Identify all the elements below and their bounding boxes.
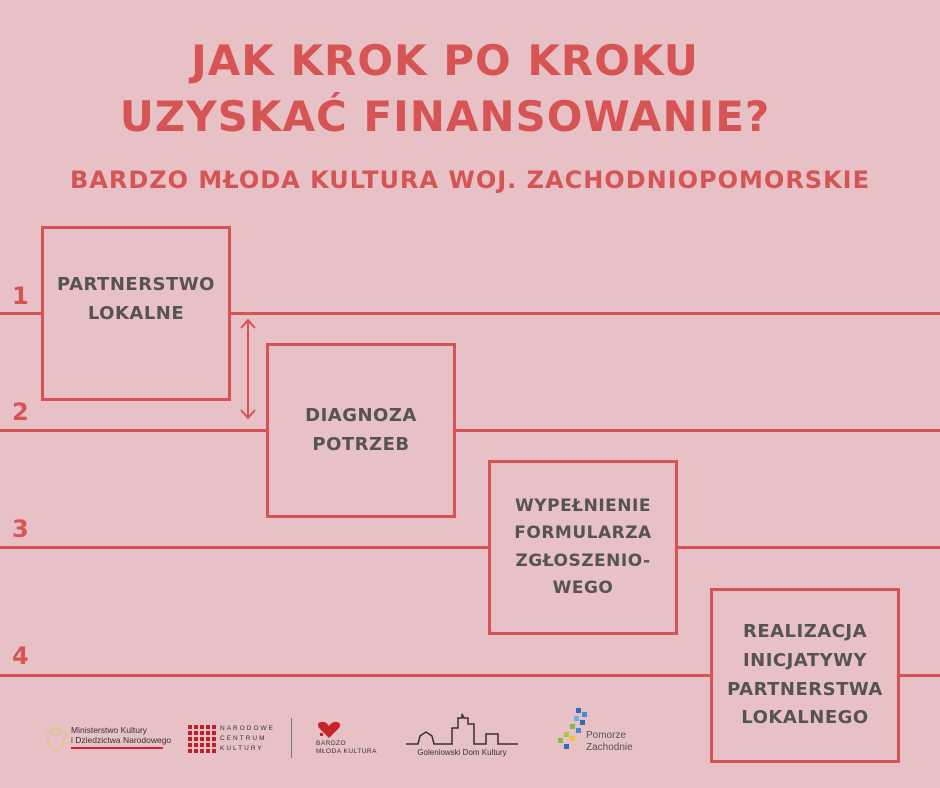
pomorze-logo xyxy=(556,708,633,754)
pomorze-mosaic-icon xyxy=(556,708,590,754)
step-line-3 xyxy=(0,546,940,549)
subtitle: BARDZO MŁODA KULTURA WOJ. ZACHODNIOPOMORSKIE xyxy=(69,166,871,194)
nck-logo xyxy=(188,724,275,753)
step-number-2: 2 xyxy=(12,398,29,426)
sponsor-logos xyxy=(40,700,680,770)
double-arrow-icon xyxy=(238,318,258,422)
eagle-emblem-icon xyxy=(44,722,68,752)
heart-icon xyxy=(316,720,342,740)
step-label-1: PARTNERSTWO LOKALNE xyxy=(57,273,215,324)
step-box-4 xyxy=(710,588,900,763)
step-box-1 xyxy=(41,226,231,401)
title-line-2: UZYSKAĆ FINANSOWANIE? xyxy=(119,92,771,141)
bmk-name: BARDZO MŁODA KULTURA xyxy=(316,740,377,756)
nck-grid-icon xyxy=(188,725,216,753)
step-line-2 xyxy=(0,429,940,432)
step-label-3: WYPEŁNIENIE FORMULARZA ZGŁOSZENIO- WEGO xyxy=(514,496,652,598)
goleniow-name: Goleniowski Dom Kultury xyxy=(417,748,507,757)
step-label-2: DIAGNOZA POTRZEB xyxy=(305,404,417,455)
goleniow-logo xyxy=(406,712,518,758)
skyline-icon xyxy=(406,712,518,746)
step-label-4: REALIZACJA INICJATYWY PARTNERSTWA LOKALNEGO xyxy=(727,620,883,729)
nck-name: NARODOWE CENTRUM KULTURY xyxy=(220,725,275,752)
ministry-name: Ministerstwo Kultury i Dziedzictwa Narodowego xyxy=(71,724,172,745)
step-box-3 xyxy=(488,460,678,635)
ministry-logo xyxy=(44,722,171,752)
pomorze-name: Pomorze Zachodnie xyxy=(586,730,633,753)
bmk-logo xyxy=(316,720,377,757)
step-number-4: 4 xyxy=(12,642,29,670)
step-number-3: 3 xyxy=(12,515,29,543)
step-box-2 xyxy=(266,343,456,518)
title-line-1: JAK KROK PO KROKU xyxy=(191,36,699,85)
step-number-1: 1 xyxy=(12,282,29,310)
logo-divider xyxy=(291,718,292,758)
ministry-underline xyxy=(71,747,163,749)
